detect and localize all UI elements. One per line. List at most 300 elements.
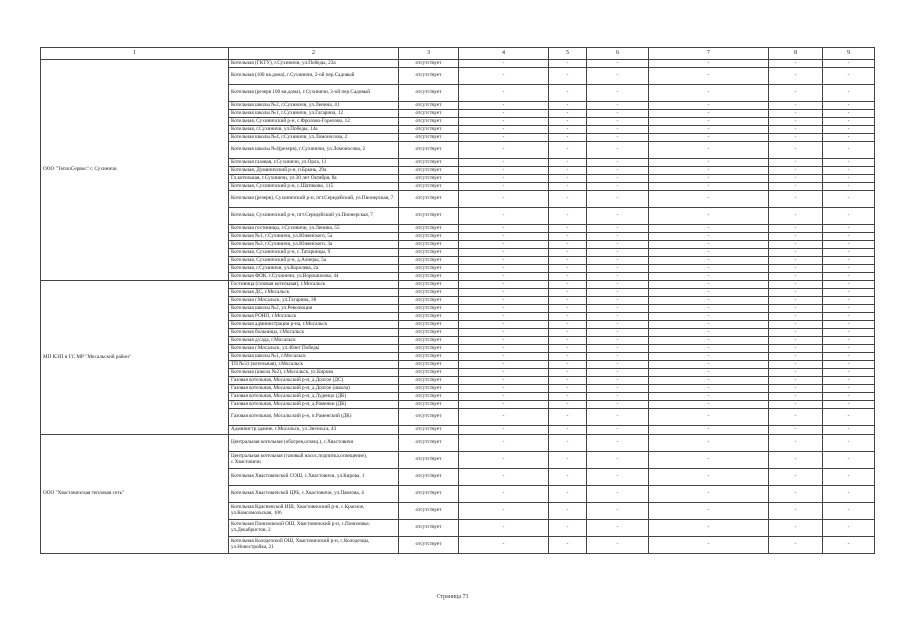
object-name-cell: Газовая котельная, Мосальский р-н, д.Раменки (ДК) bbox=[229, 401, 399, 409]
empty-value-cell: - bbox=[549, 329, 587, 337]
empty-value-cell: - bbox=[649, 401, 769, 409]
empty-value-cell: - bbox=[649, 329, 769, 337]
status-cell: отсутствует bbox=[399, 321, 459, 329]
empty-value-cell: - bbox=[587, 361, 649, 369]
empty-value-cell: - bbox=[823, 191, 875, 208]
empty-value-cell: - bbox=[587, 369, 649, 377]
empty-value-cell: - bbox=[769, 249, 823, 257]
status-cell: отсутствует bbox=[399, 520, 459, 537]
empty-value-cell: - bbox=[823, 233, 875, 241]
status-cell: отсутствует bbox=[399, 426, 459, 435]
empty-value-cell: - bbox=[649, 426, 769, 435]
empty-value-cell: - bbox=[587, 159, 649, 167]
empty-value-cell: - bbox=[649, 265, 769, 273]
empty-value-cell: - bbox=[549, 393, 587, 401]
page-number: Страница 73 bbox=[436, 594, 469, 600]
object-name-cell: Котельная Колодезской ОШ, Хвастовичский р-н, с.Колодезцы, ул.Новостройка, 21 bbox=[229, 537, 399, 554]
empty-value-cell: - bbox=[823, 289, 875, 297]
empty-value-cell: - bbox=[549, 401, 587, 409]
empty-value-cell: - bbox=[587, 305, 649, 313]
column-header: 5 bbox=[549, 48, 587, 60]
empty-value-cell: - bbox=[649, 208, 769, 225]
empty-value-cell: - bbox=[549, 241, 587, 249]
object-name-cell: Котельная школы №2, ул.Революции bbox=[229, 305, 399, 313]
status-cell: отсутствует bbox=[399, 241, 459, 249]
empty-value-cell: - bbox=[649, 273, 769, 281]
empty-value-cell: - bbox=[587, 409, 649, 426]
empty-value-cell: - bbox=[587, 85, 649, 102]
object-name-cell: Котельная школы №1, г.Сухиничи, ул.Гагарина, 12 bbox=[229, 110, 399, 118]
empty-value-cell: - bbox=[769, 134, 823, 142]
status-cell: отсутствует bbox=[399, 361, 459, 369]
empty-value-cell: - bbox=[587, 435, 649, 452]
empty-value-cell: - bbox=[459, 233, 549, 241]
empty-value-cell: - bbox=[823, 369, 875, 377]
empty-value-cell: - bbox=[823, 134, 875, 142]
empty-value-cell: - bbox=[549, 520, 587, 537]
empty-value-cell: - bbox=[823, 377, 875, 385]
object-name-cell: Котельная, Сухиничский р-н, с.Шатиково, 115 bbox=[229, 183, 399, 191]
object-name-cell: Котельная Красненской ИШ, Хвастовичский р-н, с.Красное, ул.Комсомольская, 106 bbox=[229, 503, 399, 520]
empty-value-cell: - bbox=[823, 249, 875, 257]
status-cell: отсутствует bbox=[399, 102, 459, 110]
empty-value-cell: - bbox=[769, 281, 823, 289]
empty-value-cell: - bbox=[649, 337, 769, 345]
empty-value-cell: - bbox=[649, 369, 769, 377]
status-cell: отсутствует bbox=[399, 208, 459, 225]
empty-value-cell: - bbox=[549, 321, 587, 329]
object-name-cell: Котельная д/сада, г.Мосальск bbox=[229, 337, 399, 345]
empty-value-cell: - bbox=[587, 134, 649, 142]
empty-value-cell: - bbox=[549, 118, 587, 126]
empty-value-cell: - bbox=[769, 537, 823, 554]
status-cell: отсутствует bbox=[399, 345, 459, 353]
status-cell: отсутствует bbox=[399, 337, 459, 345]
empty-value-cell: - bbox=[769, 337, 823, 345]
status-cell: отсутствует bbox=[399, 265, 459, 273]
empty-value-cell: - bbox=[769, 233, 823, 241]
empty-value-cell: - bbox=[649, 118, 769, 126]
empty-value-cell: - bbox=[649, 361, 769, 369]
empty-value-cell: - bbox=[823, 537, 875, 554]
object-name-cell: Котельная г.Мосальск, ул.40лет Победы bbox=[229, 345, 399, 353]
empty-value-cell: - bbox=[823, 503, 875, 520]
empty-value-cell: - bbox=[769, 426, 823, 435]
empty-value-cell: - bbox=[823, 426, 875, 435]
empty-value-cell: - bbox=[649, 409, 769, 426]
empty-value-cell: - bbox=[549, 257, 587, 265]
empty-value-cell: - bbox=[549, 369, 587, 377]
status-cell: отсутствует bbox=[399, 329, 459, 337]
empty-value-cell: - bbox=[587, 142, 649, 159]
empty-value-cell: - bbox=[769, 361, 823, 369]
table-row bbox=[41, 60, 875, 68]
empty-value-cell: - bbox=[649, 305, 769, 313]
status-cell: отсутствует bbox=[399, 233, 459, 241]
status-cell: отсутствует bbox=[399, 85, 459, 102]
empty-value-cell: - bbox=[823, 265, 875, 273]
empty-value-cell: - bbox=[769, 118, 823, 126]
empty-value-cell: - bbox=[649, 537, 769, 554]
empty-value-cell: - bbox=[587, 297, 649, 305]
empty-value-cell: - bbox=[823, 305, 875, 313]
empty-value-cell: - bbox=[649, 257, 769, 265]
status-cell: отсутствует bbox=[399, 167, 459, 175]
empty-value-cell: - bbox=[649, 225, 769, 233]
empty-value-cell: - bbox=[587, 102, 649, 110]
object-name-cell: Котельная, Думиничский р-н, п.Брынь, 29а bbox=[229, 167, 399, 175]
empty-value-cell: - bbox=[549, 537, 587, 554]
empty-value-cell: - bbox=[459, 452, 549, 469]
empty-value-cell: - bbox=[587, 321, 649, 329]
empty-value-cell: - bbox=[823, 225, 875, 233]
empty-value-cell: - bbox=[649, 435, 769, 452]
empty-value-cell: - bbox=[459, 118, 549, 126]
empty-value-cell: - bbox=[823, 469, 875, 486]
empty-value-cell: - bbox=[459, 385, 549, 393]
status-cell: отсутствует bbox=[399, 409, 459, 426]
empty-value-cell: - bbox=[587, 393, 649, 401]
empty-value-cell: - bbox=[587, 233, 649, 241]
empty-value-cell: - bbox=[549, 426, 587, 435]
status-cell: отсутствует bbox=[399, 257, 459, 265]
object-name-cell: Центральная котельная (газовый насос,подпитка,освещение), с.Хвастовичи bbox=[229, 452, 399, 469]
empty-value-cell: - bbox=[459, 537, 549, 554]
status-cell: отсутствует bbox=[399, 393, 459, 401]
empty-value-cell: - bbox=[587, 377, 649, 385]
empty-value-cell: - bbox=[459, 409, 549, 426]
empty-value-cell: - bbox=[549, 134, 587, 142]
column-header: 6 bbox=[587, 48, 649, 60]
empty-value-cell: - bbox=[459, 401, 549, 409]
empty-value-cell: - bbox=[649, 520, 769, 537]
empty-value-cell: - bbox=[459, 426, 549, 435]
object-name-cell: Котельная г.Мосальск, ул.Гагарина, 38 bbox=[229, 297, 399, 305]
empty-value-cell: - bbox=[549, 60, 587, 68]
empty-value-cell: - bbox=[823, 393, 875, 401]
empty-value-cell: - bbox=[459, 225, 549, 233]
empty-value-cell: - bbox=[649, 159, 769, 167]
empty-value-cell: - bbox=[769, 469, 823, 486]
empty-value-cell: - bbox=[459, 126, 549, 134]
empty-value-cell: - bbox=[649, 345, 769, 353]
object-name-cell: Котельная школы №4(резерв), г.Сухиничи, ул.Ломоносова, 2 bbox=[229, 142, 399, 159]
empty-value-cell: - bbox=[769, 225, 823, 233]
empty-value-cell: - bbox=[587, 191, 649, 208]
empty-value-cell: - bbox=[769, 110, 823, 118]
empty-value-cell: - bbox=[769, 329, 823, 337]
empty-value-cell: - bbox=[549, 337, 587, 345]
empty-value-cell: - bbox=[587, 329, 649, 337]
status-cell: отсутствует bbox=[399, 486, 459, 503]
empty-value-cell: - bbox=[769, 241, 823, 249]
status-cell: отсутствует bbox=[399, 469, 459, 486]
empty-value-cell: - bbox=[649, 385, 769, 393]
empty-value-cell: - bbox=[549, 159, 587, 167]
object-name-cell: Газовая котельная, Мосальский р-н, д.Долгое (школа) bbox=[229, 385, 399, 393]
object-name-cell: Котельная, Сухиничский р-н, пгт.Середейский ул.Пионерская, 7 bbox=[229, 208, 399, 225]
empty-value-cell: - bbox=[587, 249, 649, 257]
status-cell: отсутствует bbox=[399, 60, 459, 68]
object-name-cell: Котельная ДС, г.Мосальск bbox=[229, 289, 399, 297]
empty-value-cell: - bbox=[459, 337, 549, 345]
empty-value-cell: - bbox=[769, 486, 823, 503]
data-table bbox=[40, 47, 875, 554]
empty-value-cell: - bbox=[823, 345, 875, 353]
status-cell: отсутствует bbox=[399, 183, 459, 191]
empty-value-cell: - bbox=[549, 289, 587, 297]
empty-value-cell: - bbox=[649, 503, 769, 520]
status-cell: отсутствует bbox=[399, 435, 459, 452]
empty-value-cell: - bbox=[769, 208, 823, 225]
empty-value-cell: - bbox=[549, 273, 587, 281]
empty-value-cell: - bbox=[459, 191, 549, 208]
empty-value-cell: - bbox=[459, 134, 549, 142]
empty-value-cell: - bbox=[649, 377, 769, 385]
empty-value-cell: - bbox=[823, 435, 875, 452]
object-name-cell: Котельная, Сухиничский р-н, с.Фролово-Горелово, 12 bbox=[229, 118, 399, 126]
status-cell: отсутствует bbox=[399, 110, 459, 118]
status-cell: отсутствует bbox=[399, 289, 459, 297]
object-name-cell: Котельная Понизовской ОШ, Хвастовичский р-н, с.Понизовье, ул.Декабристов, 2 bbox=[229, 520, 399, 537]
empty-value-cell: - bbox=[549, 377, 587, 385]
empty-value-cell: - bbox=[587, 345, 649, 353]
empty-value-cell: - bbox=[587, 225, 649, 233]
empty-value-cell: - bbox=[587, 385, 649, 393]
empty-value-cell: - bbox=[549, 102, 587, 110]
empty-value-cell: - bbox=[823, 385, 875, 393]
empty-value-cell: - bbox=[649, 486, 769, 503]
empty-value-cell: - bbox=[649, 60, 769, 68]
empty-value-cell: - bbox=[549, 167, 587, 175]
empty-value-cell: - bbox=[587, 118, 649, 126]
empty-value-cell: - bbox=[549, 233, 587, 241]
empty-value-cell: - bbox=[587, 60, 649, 68]
empty-value-cell: - bbox=[769, 60, 823, 68]
empty-value-cell: - bbox=[587, 289, 649, 297]
empty-value-cell: - bbox=[769, 183, 823, 191]
empty-value-cell: - bbox=[459, 167, 549, 175]
status-cell: отсутствует bbox=[399, 503, 459, 520]
empty-value-cell: - bbox=[549, 249, 587, 257]
empty-value-cell: - bbox=[549, 305, 587, 313]
empty-value-cell: - bbox=[769, 435, 823, 452]
empty-value-cell: - bbox=[459, 110, 549, 118]
empty-value-cell: - bbox=[649, 134, 769, 142]
empty-value-cell: - bbox=[459, 486, 549, 503]
object-name-cell: Котельная №1, г.Сухиничи, ул.Юженского, 5а bbox=[229, 233, 399, 241]
empty-value-cell: - bbox=[649, 297, 769, 305]
empty-value-cell: - bbox=[823, 241, 875, 249]
empty-value-cell: - bbox=[459, 159, 549, 167]
empty-value-cell: - bbox=[769, 85, 823, 102]
column-header: 7 bbox=[649, 48, 769, 60]
empty-value-cell: - bbox=[769, 452, 823, 469]
empty-value-cell: - bbox=[459, 257, 549, 265]
object-name-cell: Газовая котельная, Мосальский р-н, д.Долгое (ДС) bbox=[229, 377, 399, 385]
empty-value-cell: - bbox=[649, 469, 769, 486]
object-name-cell: Котельная газовая, г.Сухиничи, ул.Орла, 11 bbox=[229, 159, 399, 167]
empty-value-cell: - bbox=[549, 68, 587, 85]
empty-value-cell: - bbox=[587, 520, 649, 537]
empty-value-cell: - bbox=[549, 452, 587, 469]
column-header: 9 bbox=[823, 48, 875, 60]
object-name-cell: Центральная котельная (обогрев,освещ.), с.Хвастовичи bbox=[229, 435, 399, 452]
empty-value-cell: - bbox=[823, 401, 875, 409]
empty-value-cell: - bbox=[459, 85, 549, 102]
empty-value-cell: - bbox=[549, 225, 587, 233]
empty-value-cell: - bbox=[769, 102, 823, 110]
empty-value-cell: - bbox=[549, 385, 587, 393]
empty-value-cell: - bbox=[459, 102, 549, 110]
status-cell: отсутствует bbox=[399, 281, 459, 289]
empty-value-cell: - bbox=[649, 353, 769, 361]
empty-value-cell: - bbox=[587, 183, 649, 191]
status-cell: отсутствует bbox=[399, 126, 459, 134]
table-row bbox=[41, 435, 875, 452]
object-name-cell: Котельная Хвастовичской СОШ, с.Хвастовичи, ул.Кирова, 1 bbox=[229, 469, 399, 486]
object-name-cell: Котельная (100 кв.дома), г.Сухиничи, 2-ой пер.Садовый bbox=[229, 68, 399, 85]
status-cell: отсутствует bbox=[399, 305, 459, 313]
empty-value-cell: - bbox=[587, 452, 649, 469]
empty-value-cell: - bbox=[459, 208, 549, 225]
empty-value-cell: - bbox=[823, 409, 875, 426]
empty-value-cell: - bbox=[649, 183, 769, 191]
empty-value-cell: - bbox=[649, 126, 769, 134]
object-name-cell: Котельная (резерв), Сухиничский р-н, пгт.Середейский, ул.Пионерская, 7 bbox=[229, 191, 399, 208]
empty-value-cell: - bbox=[769, 377, 823, 385]
empty-value-cell: - bbox=[823, 167, 875, 175]
empty-value-cell: - bbox=[649, 142, 769, 159]
object-name-cell: Котельная школы №1, г.Мосальск bbox=[229, 353, 399, 361]
status-cell: отсутствует bbox=[399, 377, 459, 385]
status-cell: отсутствует bbox=[399, 68, 459, 85]
empty-value-cell: - bbox=[459, 273, 549, 281]
empty-value-cell: - bbox=[823, 257, 875, 265]
empty-value-cell: - bbox=[459, 377, 549, 385]
empty-value-cell: - bbox=[459, 249, 549, 257]
empty-value-cell: - bbox=[823, 159, 875, 167]
empty-value-cell: - bbox=[769, 353, 823, 361]
empty-value-cell: - bbox=[649, 110, 769, 118]
empty-value-cell: - bbox=[587, 537, 649, 554]
object-name-cell: Котельная (ГКТУ), г.Сухиничи, ул.Победы, 23а bbox=[229, 60, 399, 68]
column-header: 2 bbox=[229, 48, 399, 60]
empty-value-cell: - bbox=[649, 167, 769, 175]
empty-value-cell: - bbox=[823, 313, 875, 321]
empty-value-cell: - bbox=[769, 409, 823, 426]
empty-value-cell: - bbox=[769, 369, 823, 377]
empty-value-cell: - bbox=[823, 208, 875, 225]
empty-value-cell: - bbox=[459, 321, 549, 329]
status-cell: отсутствует bbox=[399, 353, 459, 361]
empty-value-cell: - bbox=[823, 520, 875, 537]
status-cell: отсутствует bbox=[399, 297, 459, 305]
column-header: 4 bbox=[459, 48, 549, 60]
empty-value-cell: - bbox=[649, 233, 769, 241]
empty-value-cell: - bbox=[459, 393, 549, 401]
object-name-cell: Котельная гостиницы, г.Сухиничи, ул.Ленина, 55 bbox=[229, 225, 399, 233]
empty-value-cell: - bbox=[769, 305, 823, 313]
empty-value-cell: - bbox=[459, 345, 549, 353]
empty-value-cell: - bbox=[649, 281, 769, 289]
column-header: 8 bbox=[769, 48, 823, 60]
empty-value-cell: - bbox=[549, 208, 587, 225]
empty-value-cell: - bbox=[823, 452, 875, 469]
empty-value-cell: - bbox=[587, 273, 649, 281]
empty-value-cell: - bbox=[823, 361, 875, 369]
empty-value-cell: - bbox=[769, 313, 823, 321]
object-name-cell: Котельная, г.Сухиничи, ул.Королева, 2а bbox=[229, 265, 399, 273]
empty-value-cell: - bbox=[549, 409, 587, 426]
status-cell: отсутствует bbox=[399, 142, 459, 159]
empty-value-cell: - bbox=[459, 520, 549, 537]
object-name-cell: Котельная, г.Сухиничи, ул.Победы, 14а bbox=[229, 126, 399, 134]
empty-value-cell: - bbox=[769, 385, 823, 393]
status-cell: отсутствует bbox=[399, 159, 459, 167]
empty-value-cell: - bbox=[587, 257, 649, 265]
empty-value-cell: - bbox=[587, 353, 649, 361]
empty-value-cell: - bbox=[823, 60, 875, 68]
empty-value-cell: - bbox=[649, 452, 769, 469]
object-name-cell: ТП №31 (котельная), г.Мосальск bbox=[229, 361, 399, 369]
column-header-row bbox=[41, 48, 875, 60]
status-cell: отсутствует bbox=[399, 537, 459, 554]
empty-value-cell: - bbox=[823, 85, 875, 102]
status-cell: отсутствует bbox=[399, 385, 459, 393]
empty-value-cell: - bbox=[823, 337, 875, 345]
empty-value-cell: - bbox=[769, 126, 823, 134]
empty-value-cell: - bbox=[823, 183, 875, 191]
empty-value-cell: - bbox=[587, 337, 649, 345]
empty-value-cell: - bbox=[769, 345, 823, 353]
empty-value-cell: - bbox=[587, 265, 649, 273]
object-name-cell: Газовая котельная, Мосальский р-н, п.Раменский (ДК) bbox=[229, 409, 399, 426]
empty-value-cell: - bbox=[769, 191, 823, 208]
object-name-cell: Котельная, Сухиничский р-н, с.Татаринцы, 9 bbox=[229, 249, 399, 257]
object-name-cell: Котельная школы №4, г.Сухиничи, ул.Ломоносова, 2 bbox=[229, 134, 399, 142]
empty-value-cell: - bbox=[769, 175, 823, 183]
empty-value-cell: - bbox=[823, 281, 875, 289]
empty-value-cell: - bbox=[587, 486, 649, 503]
object-name-cell: Котельная РОНО, г.Мосальск bbox=[229, 313, 399, 321]
object-name-cell: Котельная (школа №2), г.Мосальск, ул.Кирова bbox=[229, 369, 399, 377]
empty-value-cell: - bbox=[459, 297, 549, 305]
organization-cell: ООО "Хвастовичская тепловая сеть" bbox=[41, 435, 229, 554]
empty-value-cell: - bbox=[549, 175, 587, 183]
empty-value-cell: - bbox=[587, 241, 649, 249]
empty-value-cell: - bbox=[549, 313, 587, 321]
empty-value-cell: - bbox=[587, 401, 649, 409]
status-cell: отсутствует bbox=[399, 401, 459, 409]
status-cell: отсутствует bbox=[399, 118, 459, 126]
object-name-cell: Котельная школы №2, г.Сухиничи, ул.Ленина, 41 bbox=[229, 102, 399, 110]
empty-value-cell: - bbox=[587, 110, 649, 118]
empty-value-cell: - bbox=[459, 60, 549, 68]
empty-value-cell: - bbox=[649, 313, 769, 321]
empty-value-cell: - bbox=[587, 281, 649, 289]
empty-value-cell: - bbox=[587, 126, 649, 134]
status-cell: отсутствует bbox=[399, 313, 459, 321]
empty-value-cell: - bbox=[769, 401, 823, 409]
empty-value-cell: - bbox=[823, 102, 875, 110]
status-cell: отсутствует bbox=[399, 175, 459, 183]
empty-value-cell: - bbox=[823, 297, 875, 305]
empty-value-cell: - bbox=[769, 520, 823, 537]
empty-value-cell: - bbox=[649, 241, 769, 249]
status-cell: отсутствует bbox=[399, 273, 459, 281]
organization-cell: МП КЭП и ГС МР "Мосальский район" bbox=[41, 281, 229, 435]
